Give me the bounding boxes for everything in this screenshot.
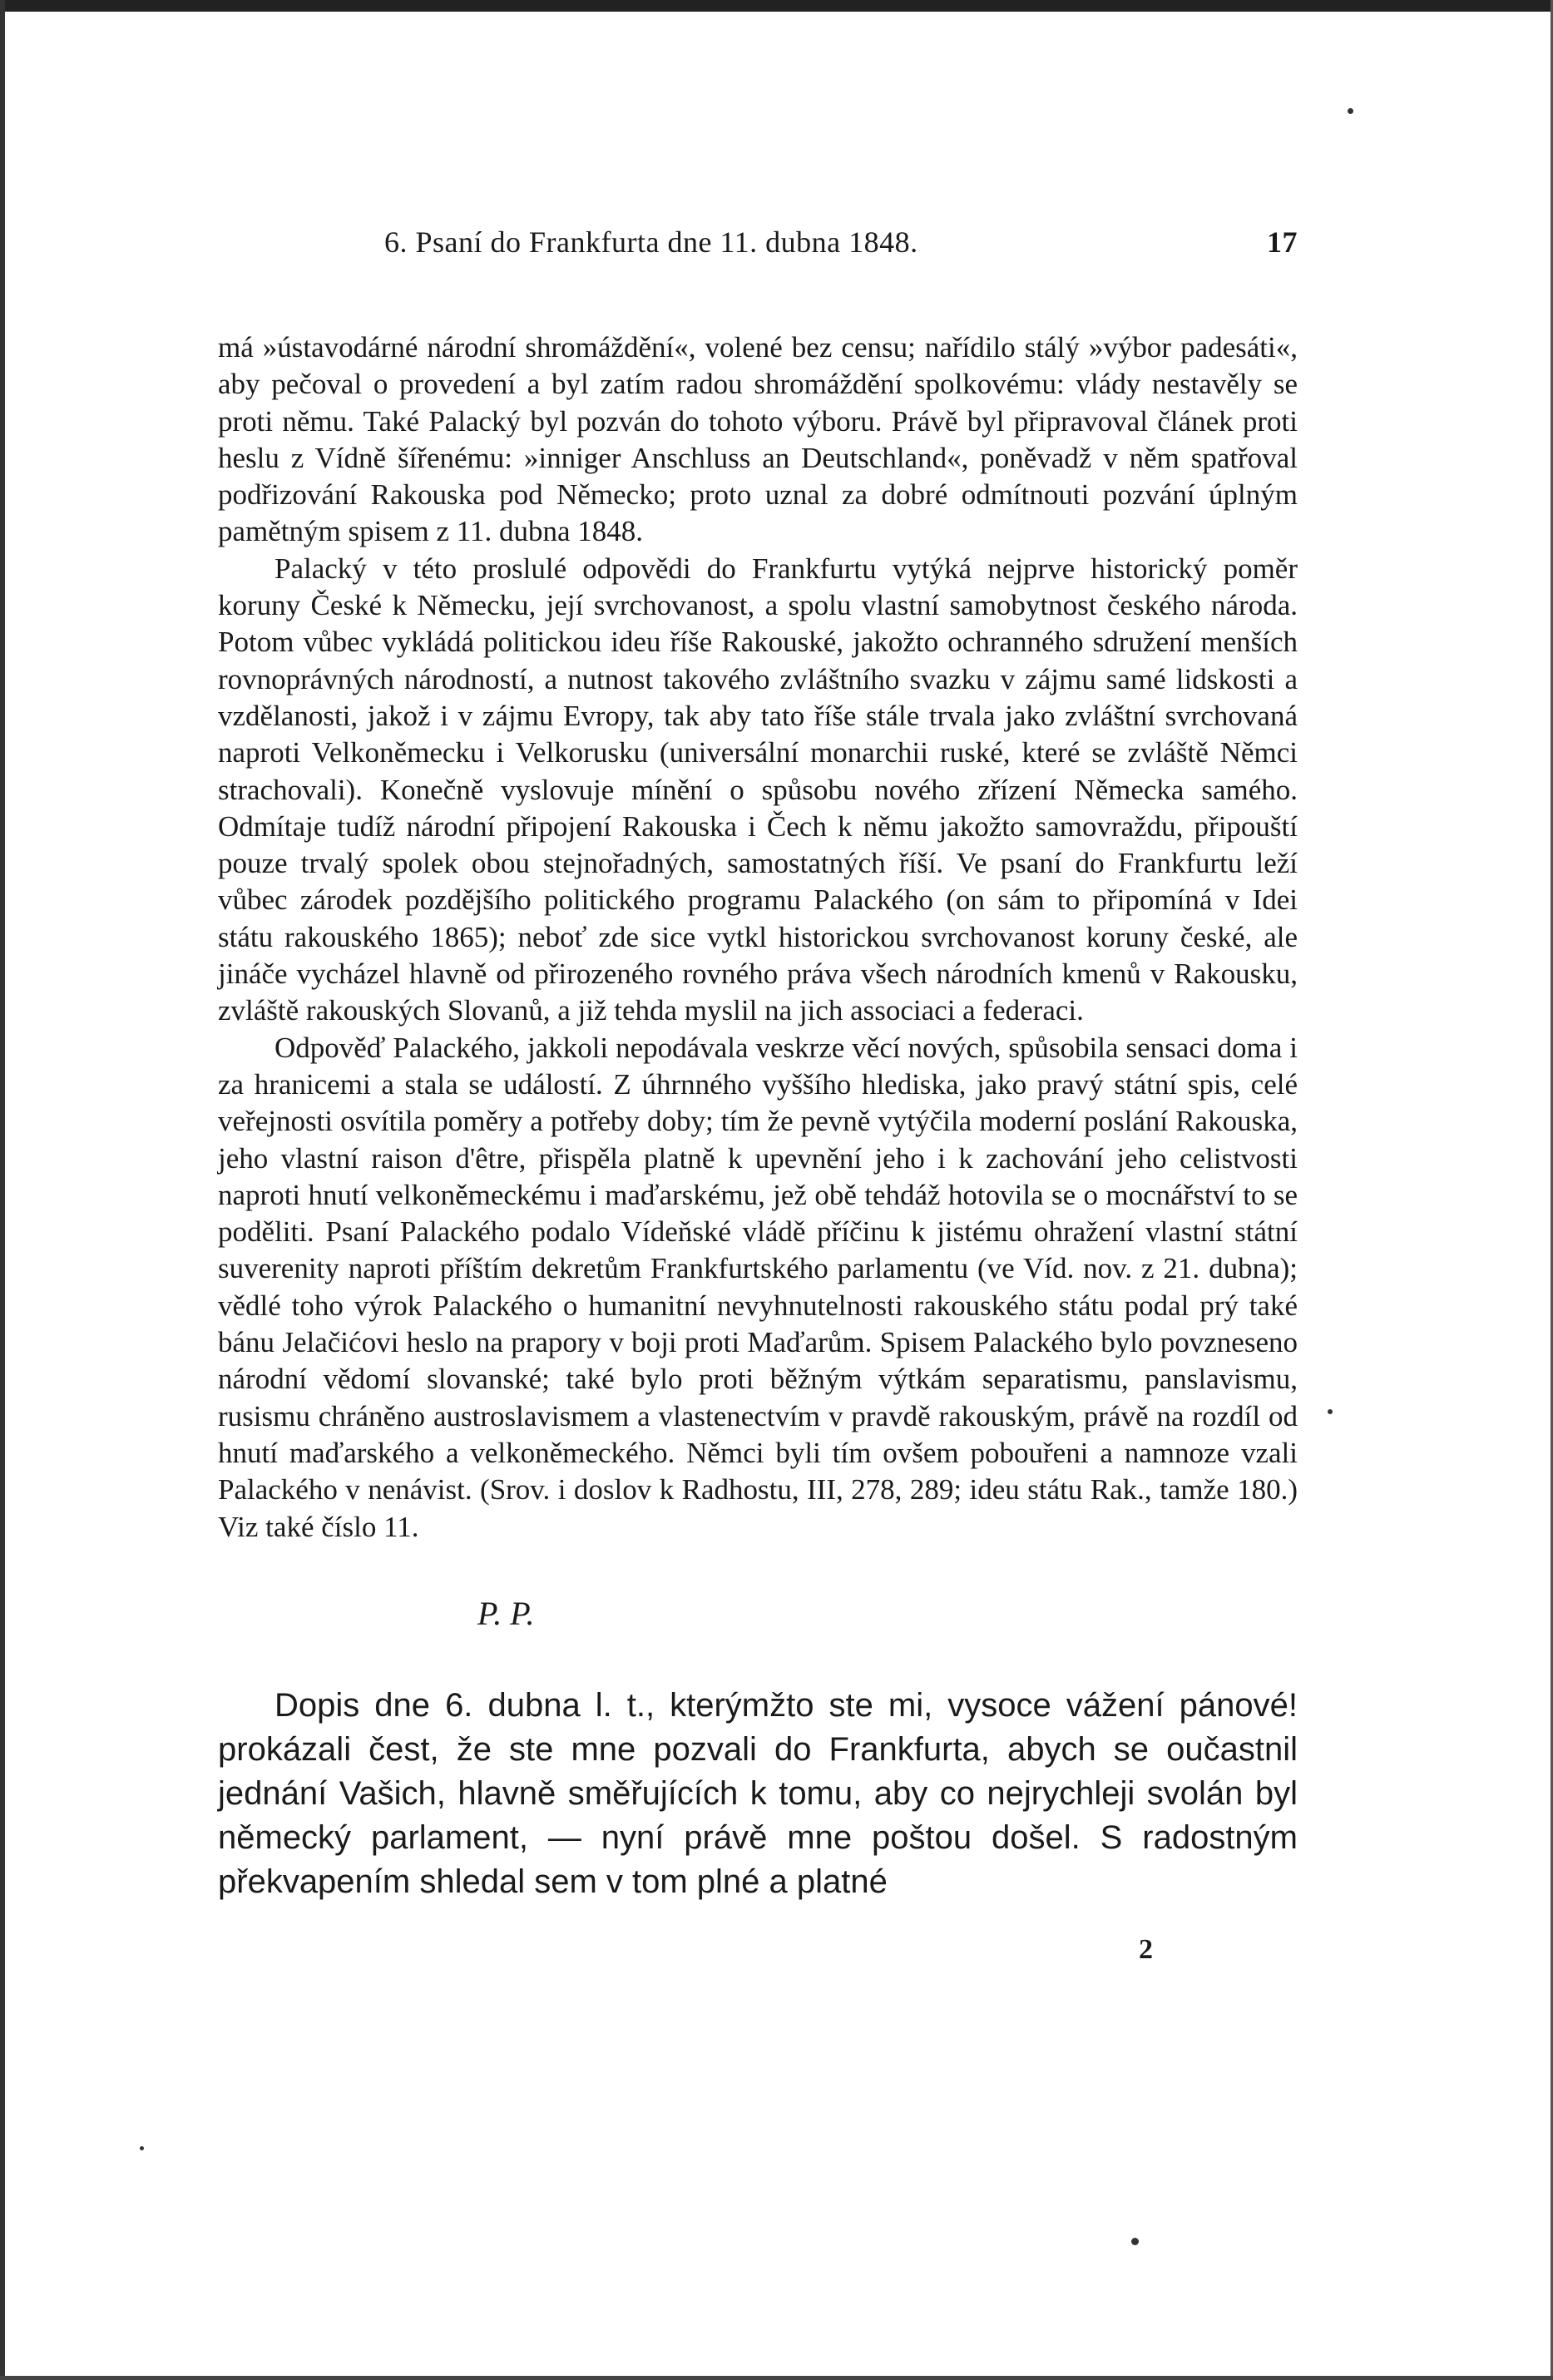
scan-speck xyxy=(1348,108,1353,114)
scan-speck xyxy=(1131,2238,1139,2245)
paragraph-1: má »ústavodárné národní shromáždění«, volené bez censu; nařídilo stálý »výbor padesáti«, aby pečoval o provedení a byl zatím radou shromáždění spolkovému: vlády nestavěly se proti němu. Také Palacký byl pozván do tohoto výboru. Právě byl připravoval článek proti heslu z Vídně šířenému: »inniger Anschluss an Deutschland«, poněvadž v něm spatřoval podřizování Rakouska pod Německo; proto uznal za dobré odmítnouti pozvání úplným pamětným spisem z 11. dubna 1848. xyxy=(218,331,1298,548)
paragraph-2: Palacký v této proslulé odpovědi do Frankfurtu vytýká nejprve historický poměr koruny České k Německu, její svrchovanost, a spolu vlastní samobytnost českého národa. Potom vůbec vykládá politickou ideu říše Rakouské, jakožto ochranného sdružení menších rovnoprávných národností, a nutnost takového zvláštního svazku v zájmu samé lidskosti a vzdělanosti, jakož i v zájmu Evropy, tak aby tato říše stále trvala jako zvláštní svrchovaná naproti Velkoněmecku i Velkorusku (universální monarchii ruské, které se zvláště Němci strachovali). Konečně vyslovuje mínění o spůsobu nového zřízení Německa samého. Odmítaje tudíž národní připojení Rakouska i Čech k němu jakožto samovraždu, připouští pouze trvalý spolek obou stejnořadných, samostatných říší. Ve psaní do Frankfurtu leží vůbec zárodek pozdějšího politického programu Palackého (on sám to připomíná v Idei státu rakouského 1865); neboť zde sice vytkl historickou svrchovanost koruny české, ale jináče vycházel hlavně od přirozeného rovného práva všech národních kmenů v Rakousku, zvláště rakouských Slovanů, a již tehda myslil na jich associaci a federaci. xyxy=(218,552,1298,1027)
letter-salutation: P. P. xyxy=(477,1594,535,1632)
scan-border-left xyxy=(0,0,5,2380)
commentary-text xyxy=(218,329,1298,1546)
letter-body xyxy=(218,1684,1298,1904)
paragraph-3: Odpověď Palackého, jakkoli nepodávala veskrze věcí nových, spůsobila sensaci doma i za hranicemi a stala se událostí. Z úhrnného vyššího hlediska, jako pravý státní spis, celé veřejnosti osvítila poměry a potřeby doby; tím že pevně vytýčila moderní poslání Rakouska, jeho vlastní raison d'être, přispěla platně k upevnění jeho i k zachování jeho celistvosti naproti hnutí velkoněmeckému i maďarskému, jež obě tehdáž hotovila se o mocnářství to se poděliti. Psaní Palackého podalo Vídeňské vládě příčinu k jistému ohražení vlastní státní suverenity naproti příštím dekretům Frankfurtského parlamentu (ve Víd. nov. z 21. dubna); vědlé toho výrok Palackého o humanitní nevyhnutelnosti rakouského státu podal prý také bánu Jelačićovi heslo na prapory v boji proti Maďarům. Spisem Palackého bylo povzneseno národní vědomí slovanské; také bylo proti běžným výtkám separatismu, panslavismu, rusismu chráněno austroslavismem a vlastenectvím v pravdě rakouským, právě na rozdíl od hnutí maďarského a velkoněmeckého. Němci byli tím ovšem pobouřeni a namnoze vzali Palackého v nenávist. (Srov. i doslov k Radhostu, III, 278, 289; ideu státu Rak., tamže 180.) Viz také číslo 11. xyxy=(218,1031,1298,1543)
book-page xyxy=(218,225,1298,1966)
scan-border-bottom xyxy=(0,2376,1553,2380)
page-number: 17 xyxy=(1267,225,1298,259)
letter-paragraph: Dopis dne 6. dubna l. t., kterýmžto ste mi, vysoce vážení pánové! prokázali čest, že ste mne pozvali do Frankfurta, abych se oučastnil jednání Vašich, hlavně směřujících k tomu, aby co nejrychleji svolán byl německý parlament, — nyní právě mne poštou došel. S radostným překvapením shledal sem v tom plné a platné xyxy=(218,1686,1298,1900)
scan-speck xyxy=(140,2146,144,2150)
chapter-title: 6. Psaní do Frankfurta dne 11. dubna 1848. xyxy=(384,225,918,259)
signature-mark: 2 xyxy=(1139,1933,1153,1965)
running-header xyxy=(218,225,1298,271)
scan-border-top xyxy=(0,0,1553,12)
scan-speck xyxy=(1328,1409,1333,1414)
